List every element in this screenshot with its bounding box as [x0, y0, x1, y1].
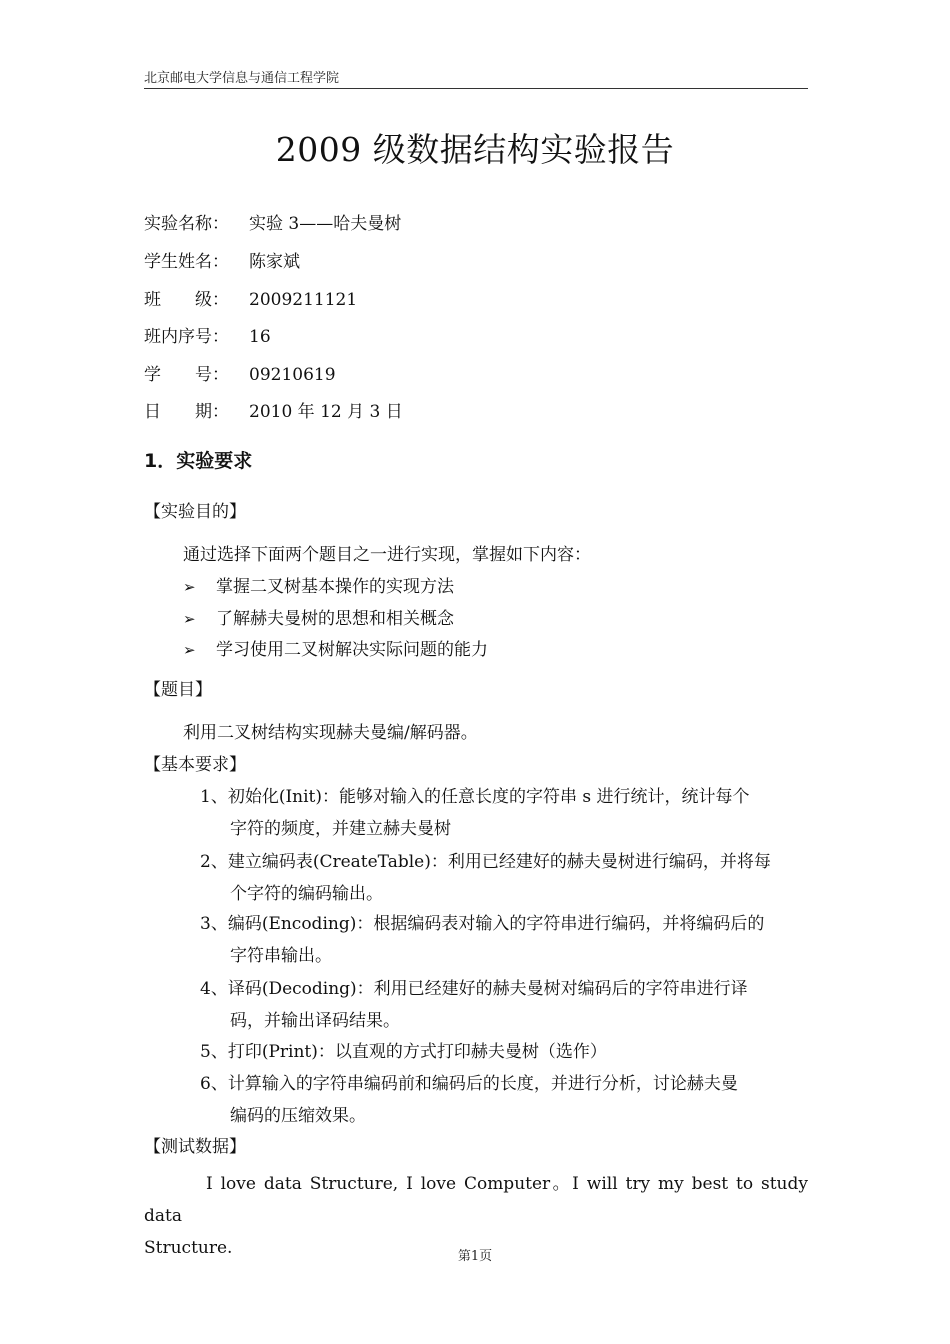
document-title: 2009 级数据结构实验报告	[275, 130, 675, 169]
requirement-item	[200, 912, 808, 968]
list-item	[183, 575, 454, 599]
requirements-heading: 【基本要求】	[144, 755, 246, 775]
info-value: 2009211121	[249, 290, 358, 310]
info-value: 16	[249, 327, 271, 347]
requirement-item	[200, 1040, 808, 1064]
requirement-text-continued: 个字符的编码输出。	[230, 884, 383, 904]
list-item	[183, 607, 454, 631]
list-item	[183, 638, 488, 662]
requirement-text-continued: 字符的频度，并建立赫夫曼树	[230, 819, 451, 839]
info-label: 实验名称：	[144, 214, 229, 234]
requirement-text: 3、编码(Encoding)：根据编码表对输入的字符串进行编码，并将编码后的	[200, 914, 765, 934]
purpose-heading: 【实验目的】	[144, 502, 246, 522]
section-heading-requirements: 1．实验要求	[144, 450, 253, 472]
bullet-arrow-icon: ➢	[183, 641, 196, 659]
requirement-item	[200, 785, 808, 841]
institution-name: 北京邮电大学信息与通信工程学院	[144, 71, 340, 86]
requirement-text-continued: 字符串输出。	[230, 946, 332, 966]
test-data-heading: 【测试数据】	[144, 1137, 246, 1157]
list-item-text: 学习使用二叉树解决实际问题的能力	[216, 640, 488, 660]
requirement-text: 5、打印(Print)：以直观的方式打印赫夫曼树（选作）	[200, 1042, 607, 1062]
info-value: 实验 3——哈夫曼树	[249, 214, 402, 234]
requirement-text-continued: 编码的压缩效果。	[230, 1106, 366, 1126]
requirement-text: 2、建立编码表(CreateTable)：利用已经建好的赫夫曼树进行编码，并将每	[200, 852, 771, 872]
list-item-text: 了解赫夫曼树的思想和相关概念	[216, 609, 454, 629]
list-item-text: 掌握二叉树基本操作的实现方法	[216, 577, 454, 597]
info-label: 学生姓名：	[144, 252, 229, 272]
bullet-arrow-icon: ➢	[183, 578, 196, 596]
info-label: 日 期：	[144, 402, 229, 422]
topic-text: 利用二叉树结构实现赫夫曼编/解码器。	[183, 723, 478, 743]
requirement-text: 1、初始化(Init)：能够对输入的任意长度的字符串 s 进行统计，统计每个	[200, 787, 750, 807]
requirement-item	[200, 977, 808, 1033]
info-value: 09210619	[249, 365, 336, 385]
page-number: 第1页	[457, 1249, 493, 1264]
info-value: 陈家斌	[249, 252, 300, 272]
page-header	[144, 70, 808, 89]
test-data-line: Structure.	[144, 1238, 233, 1258]
requirement-text: 4、译码(Decoding)：利用已经建好的赫夫曼树对编码后的字符串进行译	[200, 979, 748, 999]
info-label: 班内序号：	[144, 327, 229, 347]
requirement-item	[200, 1072, 808, 1128]
purpose-intro: 通过选择下面两个题目之一进行实现，掌握如下内容：	[183, 545, 591, 565]
requirement-item	[200, 850, 808, 906]
info-value: 2010 年 12 月 3 日	[249, 402, 403, 422]
bullet-arrow-icon: ➢	[183, 610, 196, 628]
requirement-text: 6、计算输入的字符串编码前和编码后的长度，并进行分析，讨论赫夫曼	[200, 1074, 738, 1094]
test-data-line: I love data Structure, I love Computer。I will try my best to study data	[144, 1174, 808, 1226]
topic-heading: 【题目】	[144, 680, 212, 700]
info-label: 班 级：	[144, 290, 229, 310]
requirement-text-continued: 码，并输出译码结果。	[230, 1011, 400, 1031]
info-label: 学 号：	[144, 365, 229, 385]
